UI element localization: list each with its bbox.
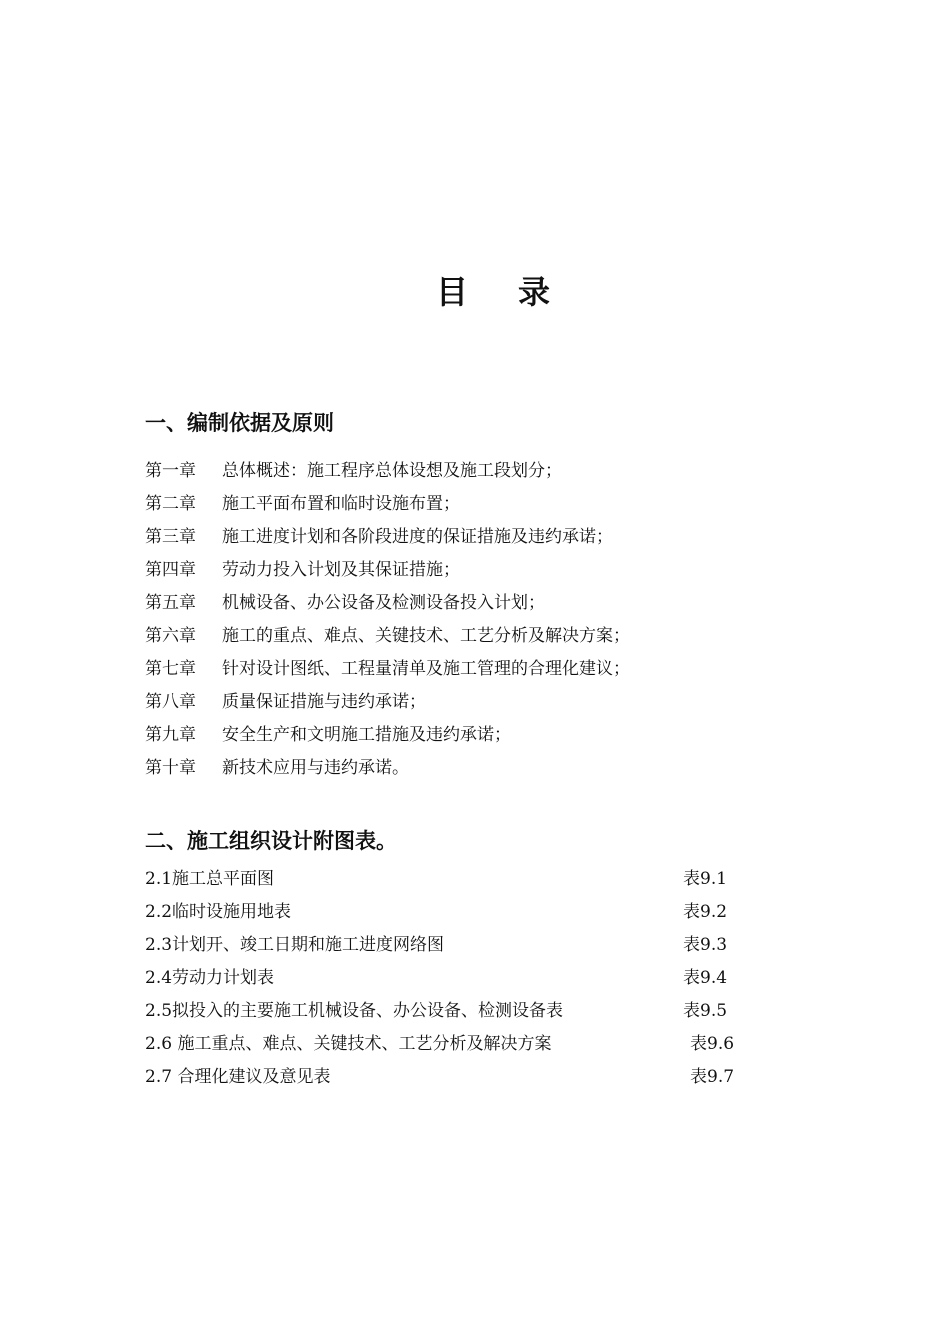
- appendix-list: [145, 866, 755, 1097]
- chapter-title: 施工的重点、难点、关键技术、工艺分析及解决方案；: [222, 626, 630, 646]
- appendix-item: [145, 965, 755, 998]
- appendix-item: [145, 998, 755, 1031]
- appendix-item: [145, 866, 755, 899]
- appendix-table-ref: 表9.3: [683, 935, 728, 955]
- appendix-label: 2.4劳动力计划表: [145, 968, 275, 988]
- chapter-number: 第三章: [145, 527, 196, 547]
- appendix-table-ref: 表9.4: [683, 968, 728, 988]
- page-title: 目录: [435, 273, 600, 311]
- chapter-number: 第二章: [145, 494, 196, 514]
- appendix-label: 2.1施工总平面图: [145, 869, 275, 889]
- chapter-title: 安全生产和文明施工措施及违约承诺；: [222, 725, 511, 745]
- chapter-title: 施工平面布置和临时设施布置；: [222, 494, 460, 514]
- section-heading-appendix: 二、施工组织设计附图表。: [145, 829, 397, 853]
- appendix-label: 2.5拟投入的主要施工机械设备、办公设备、检测设备表: [145, 1001, 564, 1021]
- chapter-item: [145, 557, 630, 590]
- chapter-number: 第九章: [145, 725, 196, 745]
- appendix-table-ref: 表9.2: [683, 902, 728, 922]
- appendix-item: [145, 899, 755, 932]
- chapter-number: 第四章: [145, 560, 196, 580]
- appendix-table-ref: 表9.7: [690, 1067, 735, 1087]
- chapter-number: 第六章: [145, 626, 196, 646]
- chapter-number: 第十章: [145, 758, 196, 778]
- appendix-label: 2.3计划开、竣工日期和施工进度网络图: [145, 935, 445, 955]
- chapter-number: 第八章: [145, 692, 196, 712]
- chapter-item: [145, 755, 630, 788]
- chapter-item: [145, 689, 630, 722]
- appendix-item: [145, 1031, 755, 1064]
- appendix-item: [145, 1064, 755, 1097]
- chapter-title: 质量保证措施与违约承诺；: [222, 692, 426, 712]
- chapter-title: 新技术应用与违约承诺。: [222, 758, 409, 778]
- chapter-item: [145, 524, 630, 557]
- chapter-number: 第五章: [145, 593, 196, 613]
- chapter-item: [145, 623, 630, 656]
- appendix-item: [145, 932, 755, 965]
- appendix-table-ref: 表9.1: [683, 869, 728, 889]
- appendix-label: 2.6 施工重点、难点、关键技术、工艺分析及解决方案: [145, 1034, 552, 1054]
- chapter-number: 第七章: [145, 659, 196, 679]
- chapter-list: [145, 458, 630, 788]
- chapter-title: 机械设备、办公设备及检测设备投入计划；: [222, 593, 545, 613]
- chapter-item: [145, 722, 630, 755]
- appendix-table-ref: 表9.6: [690, 1034, 735, 1054]
- appendix-label: 2.2临时设施用地表: [145, 902, 292, 922]
- section-heading-basis: 一、编制依据及原则: [145, 411, 334, 435]
- chapter-title: 总体概述：施工程序总体设想及施工段划分；: [222, 461, 562, 481]
- chapter-item: [145, 458, 630, 491]
- appendix-label: 2.7 合理化建议及意见表: [145, 1067, 331, 1087]
- chapter-title: 针对设计图纸、工程量清单及施工管理的合理化建议；: [222, 659, 630, 679]
- appendix-table-ref: 表9.5: [683, 1001, 728, 1021]
- chapter-number: 第一章: [145, 461, 196, 481]
- chapter-item: [145, 491, 630, 524]
- chapter-title: 施工进度计划和各阶段进度的保证措施及违约承诺；: [222, 527, 613, 547]
- chapter-item: [145, 590, 630, 623]
- chapter-item: [145, 656, 630, 689]
- chapter-title: 劳动力投入计划及其保证措施；: [222, 560, 460, 580]
